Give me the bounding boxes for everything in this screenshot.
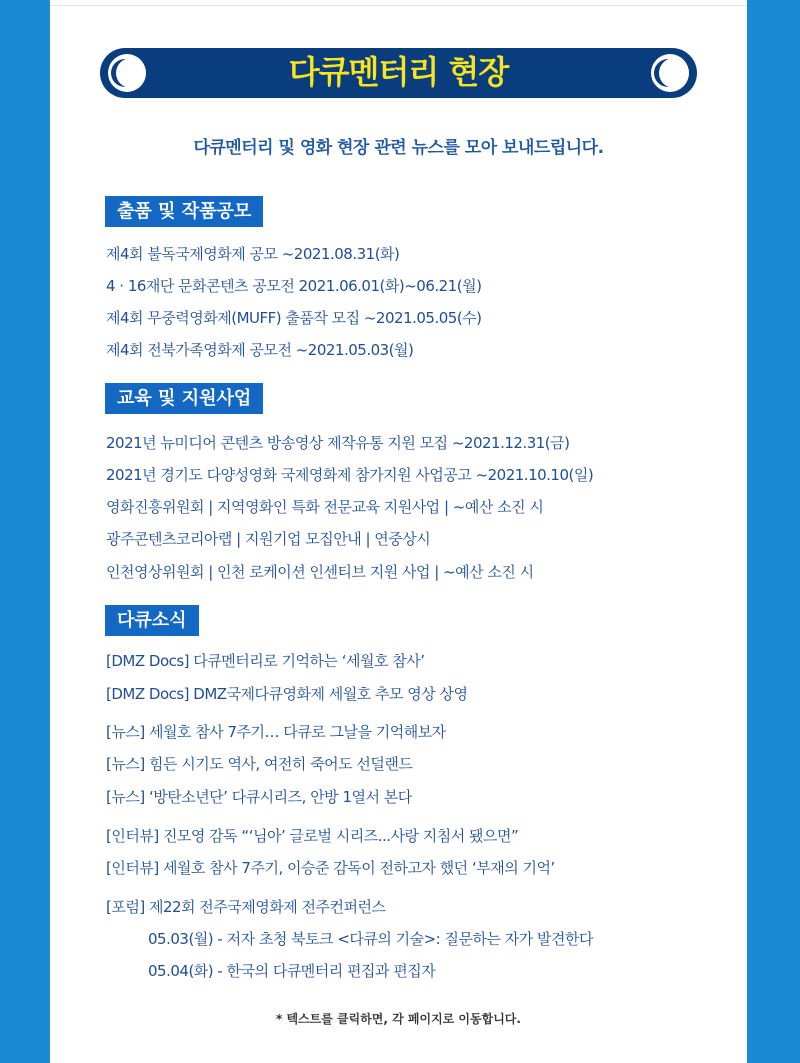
news-link[interactable]: 영화진흥위원회 | 지역영화인 특화 전문교육 지원사업 | ~예산 소진 시: [106, 498, 544, 516]
news-link[interactable]: 제4회 불독국제영화제 공모 ~2021.08.31(화): [106, 245, 400, 263]
footnote: * 텍스트를 클릭하면, 각 페이지로 이동합니다.: [276, 1012, 521, 1026]
section-label-docu-news: 다큐소식: [105, 605, 199, 636]
top-divider: [50, 5, 747, 6]
news-link[interactable]: 제4회 전북가족영화제 공모전 ~2021.05.03(월): [106, 341, 414, 359]
section-label-education: 교육 및 지원사업: [105, 383, 263, 414]
section-label-contest: 출품 및 작품공모: [105, 196, 263, 227]
news-link[interactable]: [DMZ Docs] 다큐멘터리로 기억하는 ‘세월호 참사’: [106, 652, 425, 670]
title-banner: [100, 48, 697, 98]
intro-text: 다큐멘터리 및 영화 현장 관련 뉴스를 모아 보내드립니다.: [193, 138, 604, 158]
crescent-moon-icon: [651, 54, 689, 92]
news-link[interactable]: [DMZ Docs] DMZ국제다큐영화제 세월호 추모 영상 상영: [106, 685, 468, 703]
news-link[interactable]: [인터뷰] 세월호 참사 7주기, 이승준 감독이 전하고자 했던 ‘부재의 기억’: [106, 859, 555, 877]
news-link[interactable]: 2021년 경기도 다양성영화 국제영화제 참가지원 사업공고 ~2021.10.10(일): [106, 466, 594, 484]
news-link[interactable]: 4 · 16재단 문화콘텐츠 공모전 2021.06.01(화)~06.21(월): [106, 277, 482, 295]
news-link[interactable]: 광주콘텐츠코리아랩 | 지원기업 모집안내 | 연중상시: [106, 530, 431, 548]
news-link[interactable]: 인천영상위원회 | 인천 로케이션 인센티브 지원 사업 | ~예산 소진 시: [106, 563, 534, 581]
news-link[interactable]: 05.04(화) - 한국의 다큐멘터리 편집과 편집자: [148, 962, 436, 980]
news-link[interactable]: [뉴스] 세월호 참사 7주기… 다큐로 그날을 기억해보자: [106, 723, 446, 741]
news-link[interactable]: 05.03(월) - 저자 초청 북토크 <다큐의 기술>: 질문하는 자가 발견한다: [148, 930, 593, 948]
news-link[interactable]: [뉴스] ‘방탄소년단’ 다큐시리즈, 안방 1열서 본다: [106, 788, 412, 806]
newsletter-sheet: [50, 0, 747, 1063]
news-link[interactable]: [뉴스] 힘든 시기도 역사, 여전히 죽어도 선덜랜드: [106, 755, 413, 773]
banner-title: 다큐멘터리 현장: [288, 53, 509, 91]
news-link[interactable]: [인터뷰] 진모영 감독 “‘님아’ 글로벌 시리즈...사랑 지침서 됐으면”: [106, 827, 519, 845]
news-link[interactable]: 2021년 뉴미디어 콘텐츠 방송영상 제작유통 지원 모집 ~2021.12.31(금): [106, 434, 570, 452]
news-link[interactable]: 제4회 무중력영화제(MUFF) 출품작 모집 ~2021.05.05(수): [106, 309, 482, 327]
news-link[interactable]: [포럼] 제22회 전주국제영화제 전주컨퍼런스: [106, 898, 386, 916]
